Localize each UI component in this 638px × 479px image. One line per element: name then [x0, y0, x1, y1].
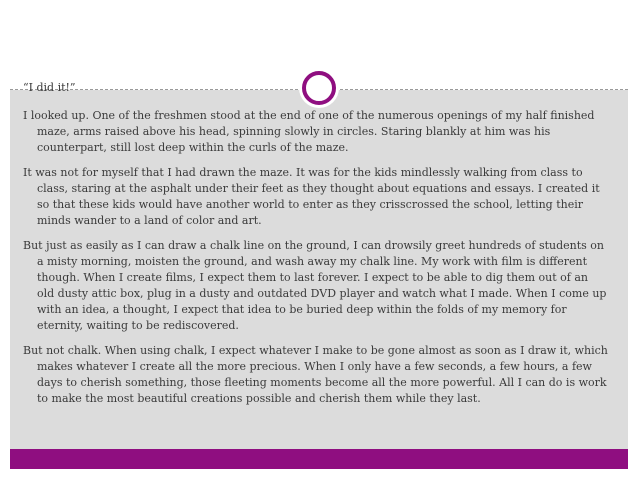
quote-line: “I did it!”: [23, 81, 76, 94]
slide-body-text: [23, 80, 608, 416]
paragraph-4: But not chalk. When using chalk, I expect whatever I make to be gone almost as soon as I draw it, which makes whatever I create all the more precious. When I only have a few seconds, a few hours, a few days to cherish something, those fleeting moments become all the more powerful. All I can do is work to make the most beautiful creations possible and cherish them while they last.: [23, 344, 608, 405]
bottom-accent-bar: [10, 449, 628, 469]
paragraph-3: But just as easily as I can draw a chalk line on the ground, I can drowsily greet hundreds of students on a misty morning, moisten the ground, and wash away my chalk line. My work with film is different though. When I create films, I expect them to last forever. I expect to be able to dig them out of an old dusty attic box, plug in a dusty and outdated DVD player and watch what I made. When I come up with an idea, a thought, I expect that idea to be buried deep within the folds of my memory for eternity, waiting to be rediscovered.: [23, 239, 607, 332]
paragraph-2: It was not for myself that I had drawn the maze. It was for the kids mindlessly walking from class to class, staring at the asphalt under their feet as they thought about equations and essays. I created it so that these kids would have another world to enter as they crisscrossed the school, letting their minds wander to a land of color and art.: [23, 166, 600, 227]
paragraph-1: I looked up. One of the freshmen stood at the end of one of the numerous openings of my half finished maze, arms raised above his head, spinning slowly in circles. Staring blankly at him was his counterpart, still lost deep within the curls of the maze.: [23, 109, 595, 154]
